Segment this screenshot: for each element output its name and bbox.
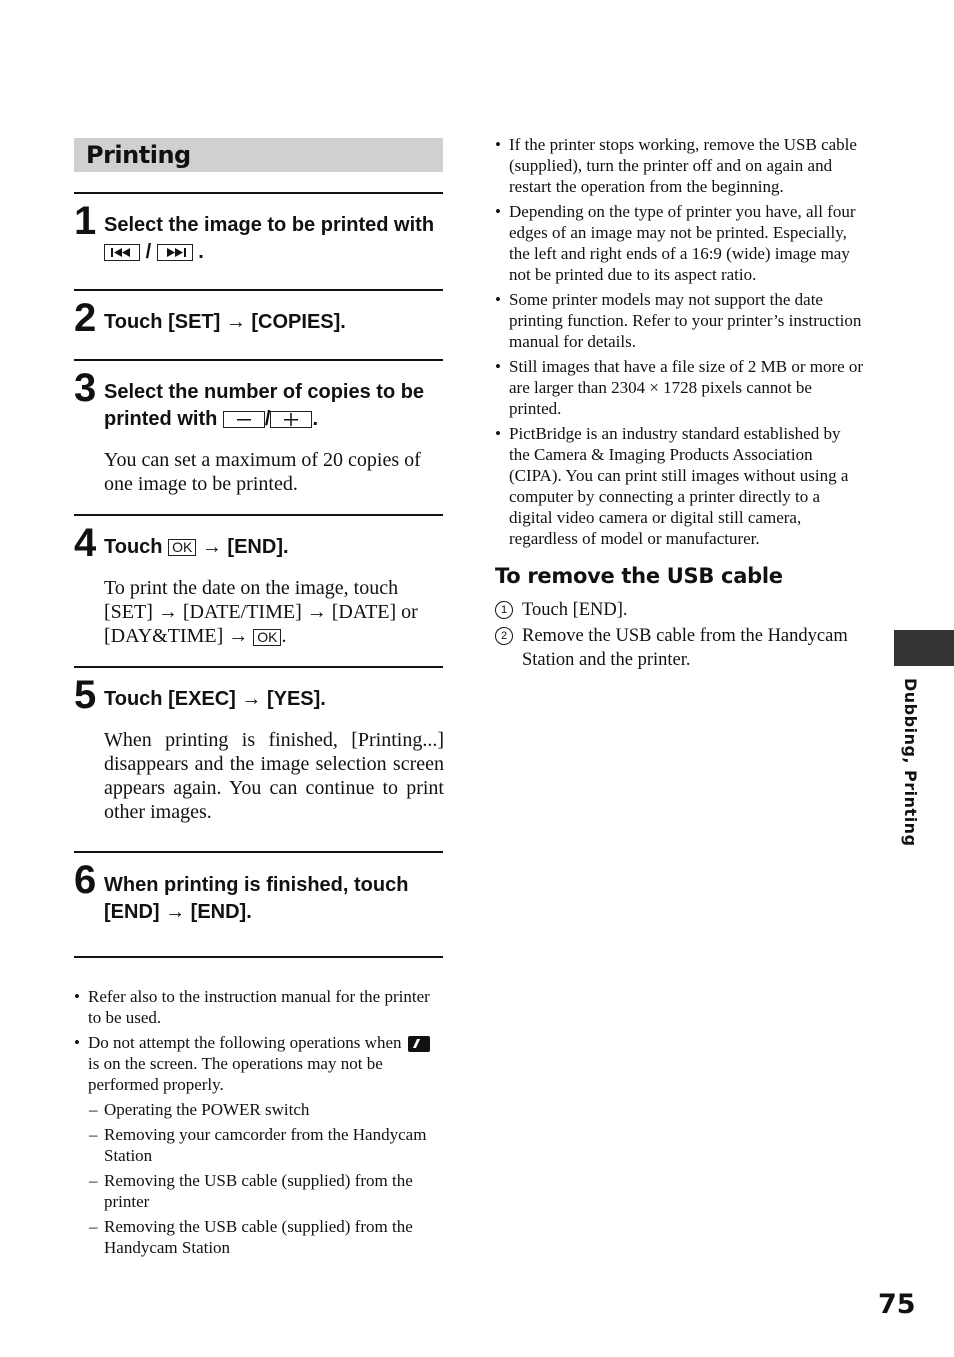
step-heading: Touch OK → [END].	[104, 536, 289, 558]
step-number: 5	[74, 673, 97, 717]
step-heading: When printing is finished, touch [END] → [END].	[104, 874, 409, 923]
divider	[74, 359, 443, 361]
note-item: • Do not attempt the following operations when is on the screen. The operations may not be performed properly.	[74, 1032, 444, 1095]
section-title: Printing	[74, 138, 443, 172]
numbered-step: 1 Touch [END].	[495, 598, 865, 622]
step-body: When printing is finished, [Printing...] disappears and the image selection screen appears again. You can continue to print other images.	[104, 729, 444, 823]
numbered-step: 2 Remove the USB cable from the Handycam Station and the printer.	[495, 624, 865, 672]
step-heading: Touch [EXEC] → [YES].	[104, 688, 326, 710]
step-number: 2	[74, 296, 97, 340]
divider	[74, 851, 443, 853]
left-notes	[74, 986, 444, 1262]
step-heading-text: Select the image to be printed with	[104, 214, 435, 236]
divider	[74, 956, 443, 958]
note-item: • Refer also to the instruction manual for the printer to be used.	[74, 986, 444, 1028]
dash-item: – Removing the USB cable (supplied) from the printer	[74, 1170, 444, 1212]
note-item: • If the printer stops working, remove the USB cable (supplied), turn the printer off and on again and restart the operation from the beginning.	[495, 134, 865, 197]
subsection-title: To remove the USB cable	[495, 564, 783, 588]
step-circle-number: 2	[495, 627, 513, 645]
dash-item: – Removing the USB cable (supplied) from the Handycam Station	[74, 1216, 444, 1258]
step-body: You can set a maximum of 20 copies of one image to be printed.	[104, 449, 421, 495]
step-circle-number: 1	[495, 601, 513, 619]
note-item: • PictBridge is an industry standard established by the Camera & Imaging Products Association (CIPA). You can print still images without using a computer by connecting a printer directly to a digital video camera or digital still camera, regardless of model or manufacturer.	[495, 423, 865, 549]
previous-icon	[104, 244, 140, 261]
ok-button-icon: OK	[253, 629, 281, 646]
step-number: 3	[74, 366, 97, 410]
step-heading: Select the number of copies to be printed with / .	[104, 381, 425, 430]
divider	[74, 192, 443, 194]
page-number: 75	[878, 1289, 916, 1320]
ok-button-icon: OK	[168, 539, 196, 556]
chapter-label: Dubbing, Printing	[901, 678, 920, 847]
right-notes	[495, 134, 865, 553]
note-item: • Depending on the type of printer you have, all four edges of an image may not be printed. Especially, the left and right ends of a 16:9 (wide) image may not be printed due to its aspect ratio.	[495, 201, 865, 285]
step-number: 1	[74, 199, 97, 243]
minus-icon	[223, 411, 265, 428]
step-number: 4	[74, 521, 97, 565]
chapter-tab	[894, 630, 954, 666]
usb-steps	[495, 598, 865, 674]
step-body: To print the date on the image, touch [SET] → [DATE/TIME] → [DATE] or [DAY&TIME] → OK .	[104, 577, 418, 647]
next-icon	[157, 244, 193, 261]
note-item: • Still images that have a file size of 2 MB or more or are larger than 2304 × 1728 pixels cannot be printed.	[495, 356, 865, 419]
access-warning-icon	[408, 1036, 430, 1052]
step-number: 6	[74, 858, 97, 902]
step-heading: Select the image to be printed with / .	[104, 214, 435, 263]
divider	[74, 289, 443, 291]
divider	[74, 514, 443, 516]
note-item: • Some printer models may not support the date printing function. Refer to your printer’s instruction manual for details.	[495, 289, 865, 352]
divider	[74, 666, 443, 668]
plus-icon	[270, 411, 312, 428]
dash-item: – Removing your camcorder from the Handycam Station	[74, 1124, 444, 1166]
dash-item: – Operating the POWER switch	[74, 1099, 444, 1120]
step-heading: Touch [SET] → [COPIES].	[104, 311, 346, 333]
